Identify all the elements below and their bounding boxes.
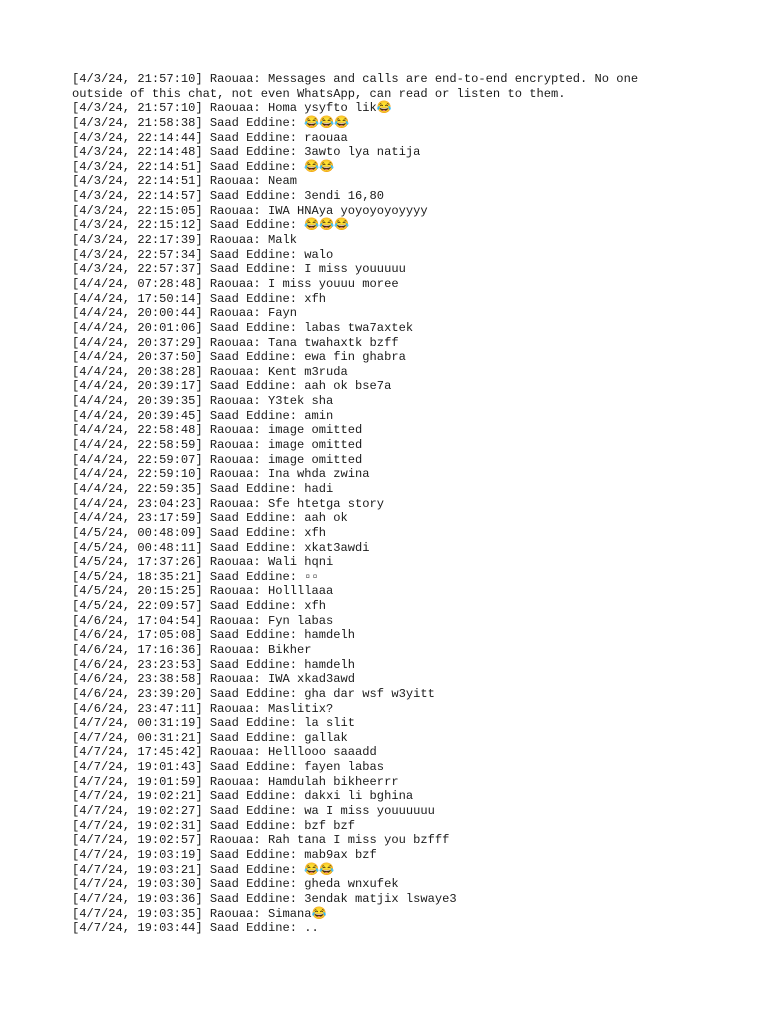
chat-line: [4/4/24, 22:58:48] Raouaa: image omitted [72, 423, 363, 438]
chat-line: [4/4/24, 23:17:59] Saad Eddine: aah ok [72, 511, 348, 526]
chat-line: [4/5/24, 17:37:26] Raouaa: Wali hqni [72, 555, 334, 570]
chat-line: [4/4/24, 17:50:14] Saad Eddine: xfh [72, 291, 327, 306]
chat-line: [4/7/24, 19:02:31] Saad Eddine: bzf bzf [72, 818, 356, 833]
chat-line: [4/3/24, 22:14:48] Saad Eddine: 3awto lya natija [72, 145, 421, 160]
chat-line: [4/5/24, 20:15:25] Raouaa: Hollllaaa [72, 584, 334, 599]
chat-line: [4/4/24, 22:59:07] Raouaa: image omitted [72, 452, 363, 467]
chat-line: [4/7/24, 19:01:43] Saad Eddine: fayen labas [72, 760, 385, 775]
chat-line: [4/7/24, 00:31:21] Saad Eddine: gallak [72, 730, 348, 745]
chat-line: [4/6/24, 17:05:08] Saad Eddine: hamdelh [72, 628, 356, 643]
chat-line: [4/7/24, 19:03:21] Saad Eddine: 😂😂 [72, 862, 335, 877]
chat-line: [4/3/24, 22:14:57] Saad Eddine: 3endi 16,80 [72, 189, 385, 204]
chat-line: [4/5/24, 18:35:21] Saad Eddine: ▫▫ [72, 569, 319, 584]
chat-line: [4/7/24, 19:03:30] Saad Eddine: gheda wnxufek [72, 877, 399, 892]
chat-line: [4/7/24, 17:45:42] Raouaa: Helllooo saaadd [72, 745, 377, 760]
chat-line: [4/5/24, 00:48:11] Saad Eddine: xkat3awdi [72, 540, 370, 555]
chat-line: [4/4/24, 23:04:23] Raouaa: Sfe htetga story [72, 496, 385, 511]
chat-line: [4/5/24, 00:48:09] Saad Eddine: xfh [72, 525, 327, 540]
chat-line: [4/4/24, 22:59:10] Raouaa: Ina whda zwina [72, 467, 370, 482]
chat-line: [4/6/24, 17:04:54] Raouaa: Fyn labas [72, 613, 334, 628]
chat-line: [4/7/24, 19:01:59] Raouaa: Hamdulah bikheerrr [72, 774, 399, 789]
chat-line: [4/3/24, 21:57:10] Raouaa: Homa ysyfto lik😂 [72, 101, 392, 116]
chat-line: [4/4/24, 20:37:50] Saad Eddine: ewa fin ghabra [72, 350, 406, 365]
chat-line: [4/6/24, 23:38:58] Raouaa: IWA xkad3awd [72, 672, 356, 687]
chat-line: [4/3/24, 22:57:34] Saad Eddine: walo [72, 247, 334, 262]
chat-line: [4/3/24, 21:57:10] Raouaa: Messages and calls are end-to-end encrypted. No one [72, 72, 639, 86]
chat-line: [4/4/24, 22:58:59] Raouaa: image omitted [72, 438, 363, 453]
chat-line: [4/4/24, 22:59:35] Saad Eddine: hadi [72, 481, 334, 496]
chat-line: [4/7/24, 19:02:21] Saad Eddine: dakxi li bghina [72, 789, 414, 804]
chat-line: [4/7/24, 19:03:35] Raouaa: Simana😂 [72, 906, 327, 921]
chat-line: [4/7/24, 19:03:19] Saad Eddine: mab9ax bzf [72, 847, 377, 862]
chat-line: [4/3/24, 22:15:05] Raouaa: IWA HNAya yoyoyoyoyyyy [72, 203, 428, 218]
chat-line: [4/4/24, 20:38:28] Raouaa: Kent m3ruda [72, 364, 348, 379]
chat-line: [4/6/24, 23:47:11] Raouaa: Maslitix? [72, 701, 334, 716]
chat-line: [4/7/24, 19:02:57] Raouaa: Rah tana I miss you bzfff [72, 833, 450, 848]
chat-line: [4/6/24, 23:23:53] Saad Eddine: hamdelh [72, 657, 356, 672]
chat-line: [4/5/24, 22:09:57] Saad Eddine: xfh [72, 599, 327, 614]
chat-line: [4/6/24, 17:16:36] Raouaa: Bikher [72, 642, 312, 657]
chat-line: [4/3/24, 22:14:51] Saad Eddine: 😂😂 [72, 159, 335, 174]
chat-line: [4/3/24, 22:15:12] Saad Eddine: 😂😂😂 [72, 218, 350, 233]
chat-line: [4/4/24, 20:37:29] Raouaa: Tana twahaxtk bzff [72, 335, 399, 350]
chat-line-continuation: outside of this chat, not even WhatsApp, can read or listen to them. [72, 86, 566, 101]
chat-line: [4/4/24, 20:39:35] Raouaa: Y3tek sha [72, 394, 334, 409]
chat-line: [4/3/24, 21:58:38] Saad Eddine: 😂😂😂 [72, 115, 350, 130]
chat-line: [4/4/24, 20:00:44] Raouaa: Fayn [72, 306, 297, 321]
chat-line: [4/3/24, 22:14:51] Raouaa: Neam [72, 174, 297, 189]
chat-line: [4/7/24, 19:03:36] Saad Eddine: 3endak matjix lswaye3 [72, 891, 457, 906]
chat-line: [4/4/24, 20:39:45] Saad Eddine: amin [72, 408, 334, 423]
chat-line: [4/3/24, 22:17:39] Raouaa: Malk [72, 233, 297, 248]
chat-log [72, 72, 672, 936]
chat-line: [4/3/24, 22:57:37] Saad Eddine: I miss youuuuu [72, 262, 406, 277]
chat-line: [4/4/24, 20:01:06] Saad Eddine: labas twa7axtek [72, 320, 414, 335]
chat-line: [4/7/24, 19:03:44] Saad Eddine: .. [72, 921, 319, 936]
chat-line: [4/6/24, 23:39:20] Saad Eddine: gha dar wsf w3yitt [72, 686, 435, 701]
chat-line: [4/4/24, 20:39:17] Saad Eddine: aah ok bse7a [72, 379, 392, 394]
chat-line: [4/7/24, 19:02:27] Saad Eddine: wa I miss youuuuuu [72, 804, 435, 819]
chat-line: [4/3/24, 22:14:44] Saad Eddine: raouaa [72, 130, 348, 145]
chat-line: [4/4/24, 07:28:48] Raouaa: I miss youuu moree [72, 276, 399, 291]
chat-export-page [72, 72, 672, 936]
chat-line: [4/7/24, 00:31:19] Saad Eddine: la slit [72, 716, 356, 731]
